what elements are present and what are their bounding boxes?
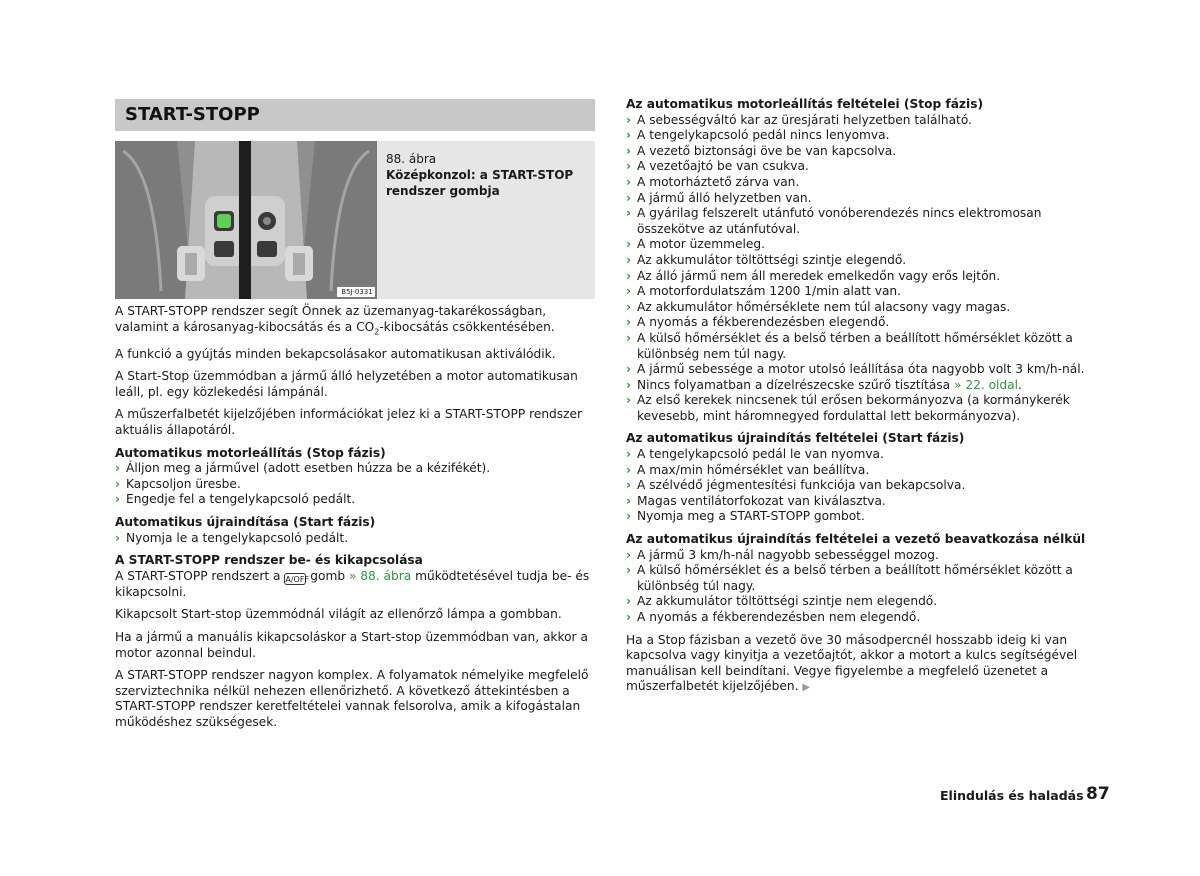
figure-box [115,141,595,299]
no-driver-list [626,548,1112,626]
footer-chapter: Elindulás és haladás [940,788,1084,803]
center-console-figure [115,141,377,299]
stop-conditions-list [626,113,1112,425]
no-driver-heading: Az automatikus újraindítás feltételei a vezető beavatkozása nélkül [626,532,1086,547]
list-item: › A jármű 3 km/h-nál nagyobb sebességgel mozog. [626,547,939,562]
list-item: › Nyomja le a tengelykapcsoló pedált. [115,530,349,545]
list-item: › Nyomja meg a START-STOPP gombot. [626,509,865,524]
list-item: › A gyárilag felszerelt utánfutó vonóberendezés nincs elektromosan összekötve az utánfutóval. [626,206,1042,236]
start-list [115,531,595,547]
list-item: › Magas ventilátorfokozat van kiválasztva. [626,493,886,508]
list-item: › A külső hőmérséklet és a belső térben a beállított hőmérséklet között a különbség nem túl nagy. [626,330,1073,361]
list-item: › A jármű álló helyzetben van. [626,190,812,205]
page-number: 87 [1086,784,1110,804]
list-item: › Az akkumulátor töltöttségi szintje elegendő. [626,252,907,267]
list-item: › A külső hőmérséklet és a belső térben a beállított hőmérséklet között a különbség túl nagy. [626,563,1073,593]
complex-paragraph: A START-STOPP rendszer nagyon komplex. A folyamatok némelyike megfelelő szerviztechnika nélkül nehezen ellenőrizhető. A következő áttekintésben a START-STOPP rendszer keretfeltételei vannak felsorolva, amik a kifogástalan működéshez szükségesek. [115,668,589,729]
list-item: › A nyomás a fékberendezésben nem elegendő. [626,610,921,624]
left-text [115,304,595,738]
figure-number: 88. ábra [386,152,437,166]
list-item: › Nincs folyamatban a dízelrészecske szűrő tisztítása » 22. oldal. [626,377,1022,392]
manual-off-paragraph: Ha a jármű a manuális kikapcsoláskor a Start-stop üzemmódban van, akkor a motor azonnal beindul. [115,629,588,660]
list-item: › A max/min hőmérséklet van beállítva. [626,462,870,477]
right-text [626,97,1112,703]
figure-link[interactable]: » 88. ábra [348,568,412,583]
start-stop-key-icon: A/OFF [285,574,310,584]
list-item: › A motorfordulatszám 1200 1/min alatt van. [626,284,902,299]
start-conditions-list [626,447,1112,525]
intro-paragraph-2: A funkció a gyújtás minden bekapcsolásakor automatikusan aktiválódik. [115,346,556,361]
list-item: › A tengelykapcsoló pedál nincs lenyomva. [626,128,890,143]
list-item: › Az első kerekek nincsenek túl erősen bekormányozva (a kormánykerék kevesebb, mint háromnegyed fordulattal lett bekormányozva). [626,393,1070,423]
list-item: › A sebességváltó kar az üresjárati helyzetben található. [626,112,972,127]
intro-paragraph-1: A START-STOPP rendszer segít Önnek az üzemanyag-takarékosságban, valamint a károsanyag-kibocsátás és a $CO_2$-kibocsátás csökkentésében. [115,304,555,337]
list-item: › A jármű sebessége a motor utolsó leállítása óta nagyobb volt 3 km/h-nál. [626,362,1085,377]
stop-heading: Automatikus motorleállítás (Stop fázis) [115,445,386,460]
stop-conditions-heading: Az automatikus motorleállítás feltételei (Stop fázis) [626,97,984,111]
list-item: › A tengelykapcsoló pedál le van nyomva. [626,447,884,462]
intro-paragraph-3: A Start-Stop üzemmódban a jármű álló helyzetében a motor automatikusan leáll, pl. egy közlekedési lámpánál. [115,369,578,399]
list-item: › A motorháztető zárva van. [626,174,800,189]
final-note: Ha a Stop fázisban a vezető öve 30 másodpercnél hosszabb ideig ki van kapcsolva vagy kinyitja a vezetőajtót, akkor a motort a kulcs segítségével manuálisan kell beindítani. Vegye figyelembe a megfelelő üzenetet a műszerfalbetét kijelzőjében. ▶ [626,632,1078,694]
off-lamp-paragraph: Kikapcsolt Start-stop üzemmódnál világít az ellenőrző lámpa a gombban. [115,607,562,622]
continue-arrow-icon: ▶ [802,682,811,694]
section-title: START-STOPP [115,99,595,131]
stop-list [115,461,595,508]
list-item: › Az akkumulátor töltöttségi szintje nem elegendő. [626,594,938,609]
list-item: › Az álló jármű nem áll meredek emelkedőn vagy erős lejtőn. [626,268,1001,283]
list-item: › Engedje fel a tengelykapcsoló pedált. [115,492,356,507]
figure-caption [386,151,586,199]
list-item: › Kapcsoljon üresbe. [115,476,241,491]
list-item: › A vezető biztonsági öve be van kapcsolva. [626,143,897,158]
intro-paragraph-4: A műszerfalbetét kijelzőjében információkat jelez ki a START-STOPP rendszer aktuális állapotáról. [115,407,583,437]
figure-title: Középkonzol: a START-STOP rendszer gombja [386,168,574,198]
list-item: › Az akkumulátor hőmérséklete nem túl alacsony vagy magas. [626,299,1011,314]
figure-code: B5J-0331 [341,288,373,296]
onoff-paragraph: A START-STOPP rendszert a A/OFF gomb » 88. ábra működtetésével tudja be- és kikapcsolni. [115,568,590,599]
list-item: › A motor üzemmeleg. [626,237,766,252]
list-item: › A vezetőajtó be van csukva. [626,159,809,174]
list-item: › Álljon meg a járművel (adott esetben húzza be a kézifékét). [115,461,491,476]
start-heading: Automatikus újraindítása (Start fázis) [115,514,376,529]
onoff-heading: A START-STOPP rendszer be- és kikapcsolása [115,553,423,568]
start-conditions-heading: Az automatikus újraindítás feltételei (Start fázis) [626,431,965,446]
page-link[interactable]: » 22. oldal [954,377,1019,392]
list-item: › A szélvédő jégmentesítési funkciója van bekapcsolva. [626,478,966,493]
list-item: › A nyomás a fékberendezésben elegendő. [626,315,890,330]
